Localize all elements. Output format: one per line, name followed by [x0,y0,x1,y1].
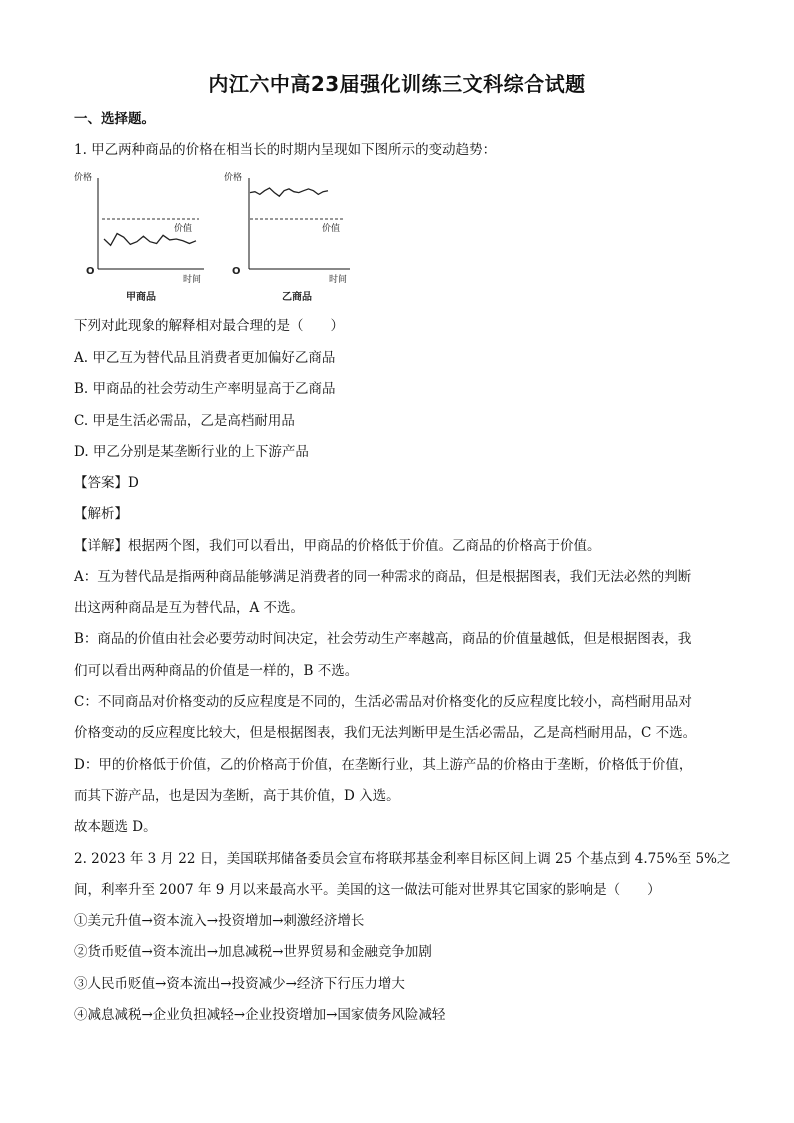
chart-jia [74,166,214,306]
q1-option-a: A. 甲乙互为替代品且消费者更加偏好乙商品 [74,350,336,366]
ylabel: 价格 [74,173,93,183]
section-heading: 一、选择题。 [74,111,155,127]
q1-option-d: D. 甲乙分别是某垄断行业的上下游产品 [74,444,309,460]
q2-stem-line: 间，利率升至 2007 年 9 月以来最高水平。美国的这一做法可能对世界其它国家的影响是（ ） [74,882,661,898]
q1-analysis-tag: 【解析】 [74,506,128,522]
q2-item-1: ①美元升值→资本流入→投资增加→刺激经济增长 [74,913,365,929]
chart-caption: 乙商品 [282,292,312,303]
answer-value: D [128,475,139,491]
q1-option-b: B. 甲商品的社会劳动生产率明显高于乙商品 [74,381,336,397]
xlabel: 时间 [183,275,202,285]
q2-item-2: ②货币贬值→资本流出→加息减税→世界贸易和金融竞争加剧 [74,944,432,960]
q1-explanation-line: A：互为替代品是指两种商品能够满足消费者的同一种需求的商品，但是根据图表，我们无法必然的判断 [74,569,692,585]
q2-item-4: ④减息减税→企业负担减轻→企业投资增加→国家债务风险减轻 [74,1007,446,1023]
chart-yi [222,166,362,306]
value-reference-label: 价值 [174,223,193,234]
q1-explanation-line: 价格变动的反应程度比较大，但是根据图表，我们无法判断甲是生活必需品，乙是高档耐用品，C 不选。 [74,725,697,741]
q1-prompt: 下列对此现象的解释相对最合理的是（ ） [74,318,344,334]
q1-option-c: C. 甲是生活必需品，乙是高档耐用品 [74,413,295,429]
page-title: 内江六中高23届强化训练三文科综合试题 [208,72,586,96]
price-series-line [250,188,328,196]
q1-explanation-line: C：不同商品对价格变动的反应程度是不同的，生活必需品对价格变化的反应程度比较小，高档耐用品对 [74,694,692,710]
answer-tag: 【答案】 [74,475,128,491]
q1-answer [74,474,724,492]
q1-stem: 1. 甲乙两种商品的价格在相当长的时期内呈现如下图所示的变动趋势： [74,142,497,158]
origin-label: O [232,266,241,277]
detail-text: 根据两个图，我们可以看出，甲商品的价格低于价值。乙商品的价格高于价值。 [128,538,601,554]
chart-caption: 甲商品 [126,292,156,303]
q1-conclusion: 故本题选 D。 [74,819,157,835]
detail-tag: 【详解】 [74,538,128,554]
q1-detail [74,537,724,555]
price-series-line [104,234,196,246]
q1-explanation-line: 们可以看出两种商品的价值是一样的，B 不选。 [74,663,359,679]
xlabel: 时间 [329,275,348,285]
q2-stem-line: 2. 2023 年 3 月 22 日，美国联邦储备委员会宣布将联邦基金利率目标区间上调 25 个基点到 4.75%至 5%之 [74,851,731,867]
q1-explanation-line: 出这两种商品是互为替代品，A 不选。 [74,600,305,616]
origin-label: O [86,266,95,277]
ylabel: 价格 [224,173,243,183]
q1-explanation-line: 而其下游产品，也是因为垄断，高于其价值，D 入选。 [74,788,400,804]
q1-explanation-line: D：甲的价格低于价值，乙的价格高于价值，在垄断行业，其上游产品的价格由于垄断，价格低于价值， [74,757,693,773]
q1-explanation-line: B：商品的价值由社会必要劳动时间决定，社会劳动生产率越高，商品的价值量越低，但是根据图表，我 [74,631,692,647]
value-reference-label: 价值 [322,223,341,234]
q2-item-3: ③人民币贬值→资本流出→投资减少→经济下行压力增大 [74,976,405,992]
